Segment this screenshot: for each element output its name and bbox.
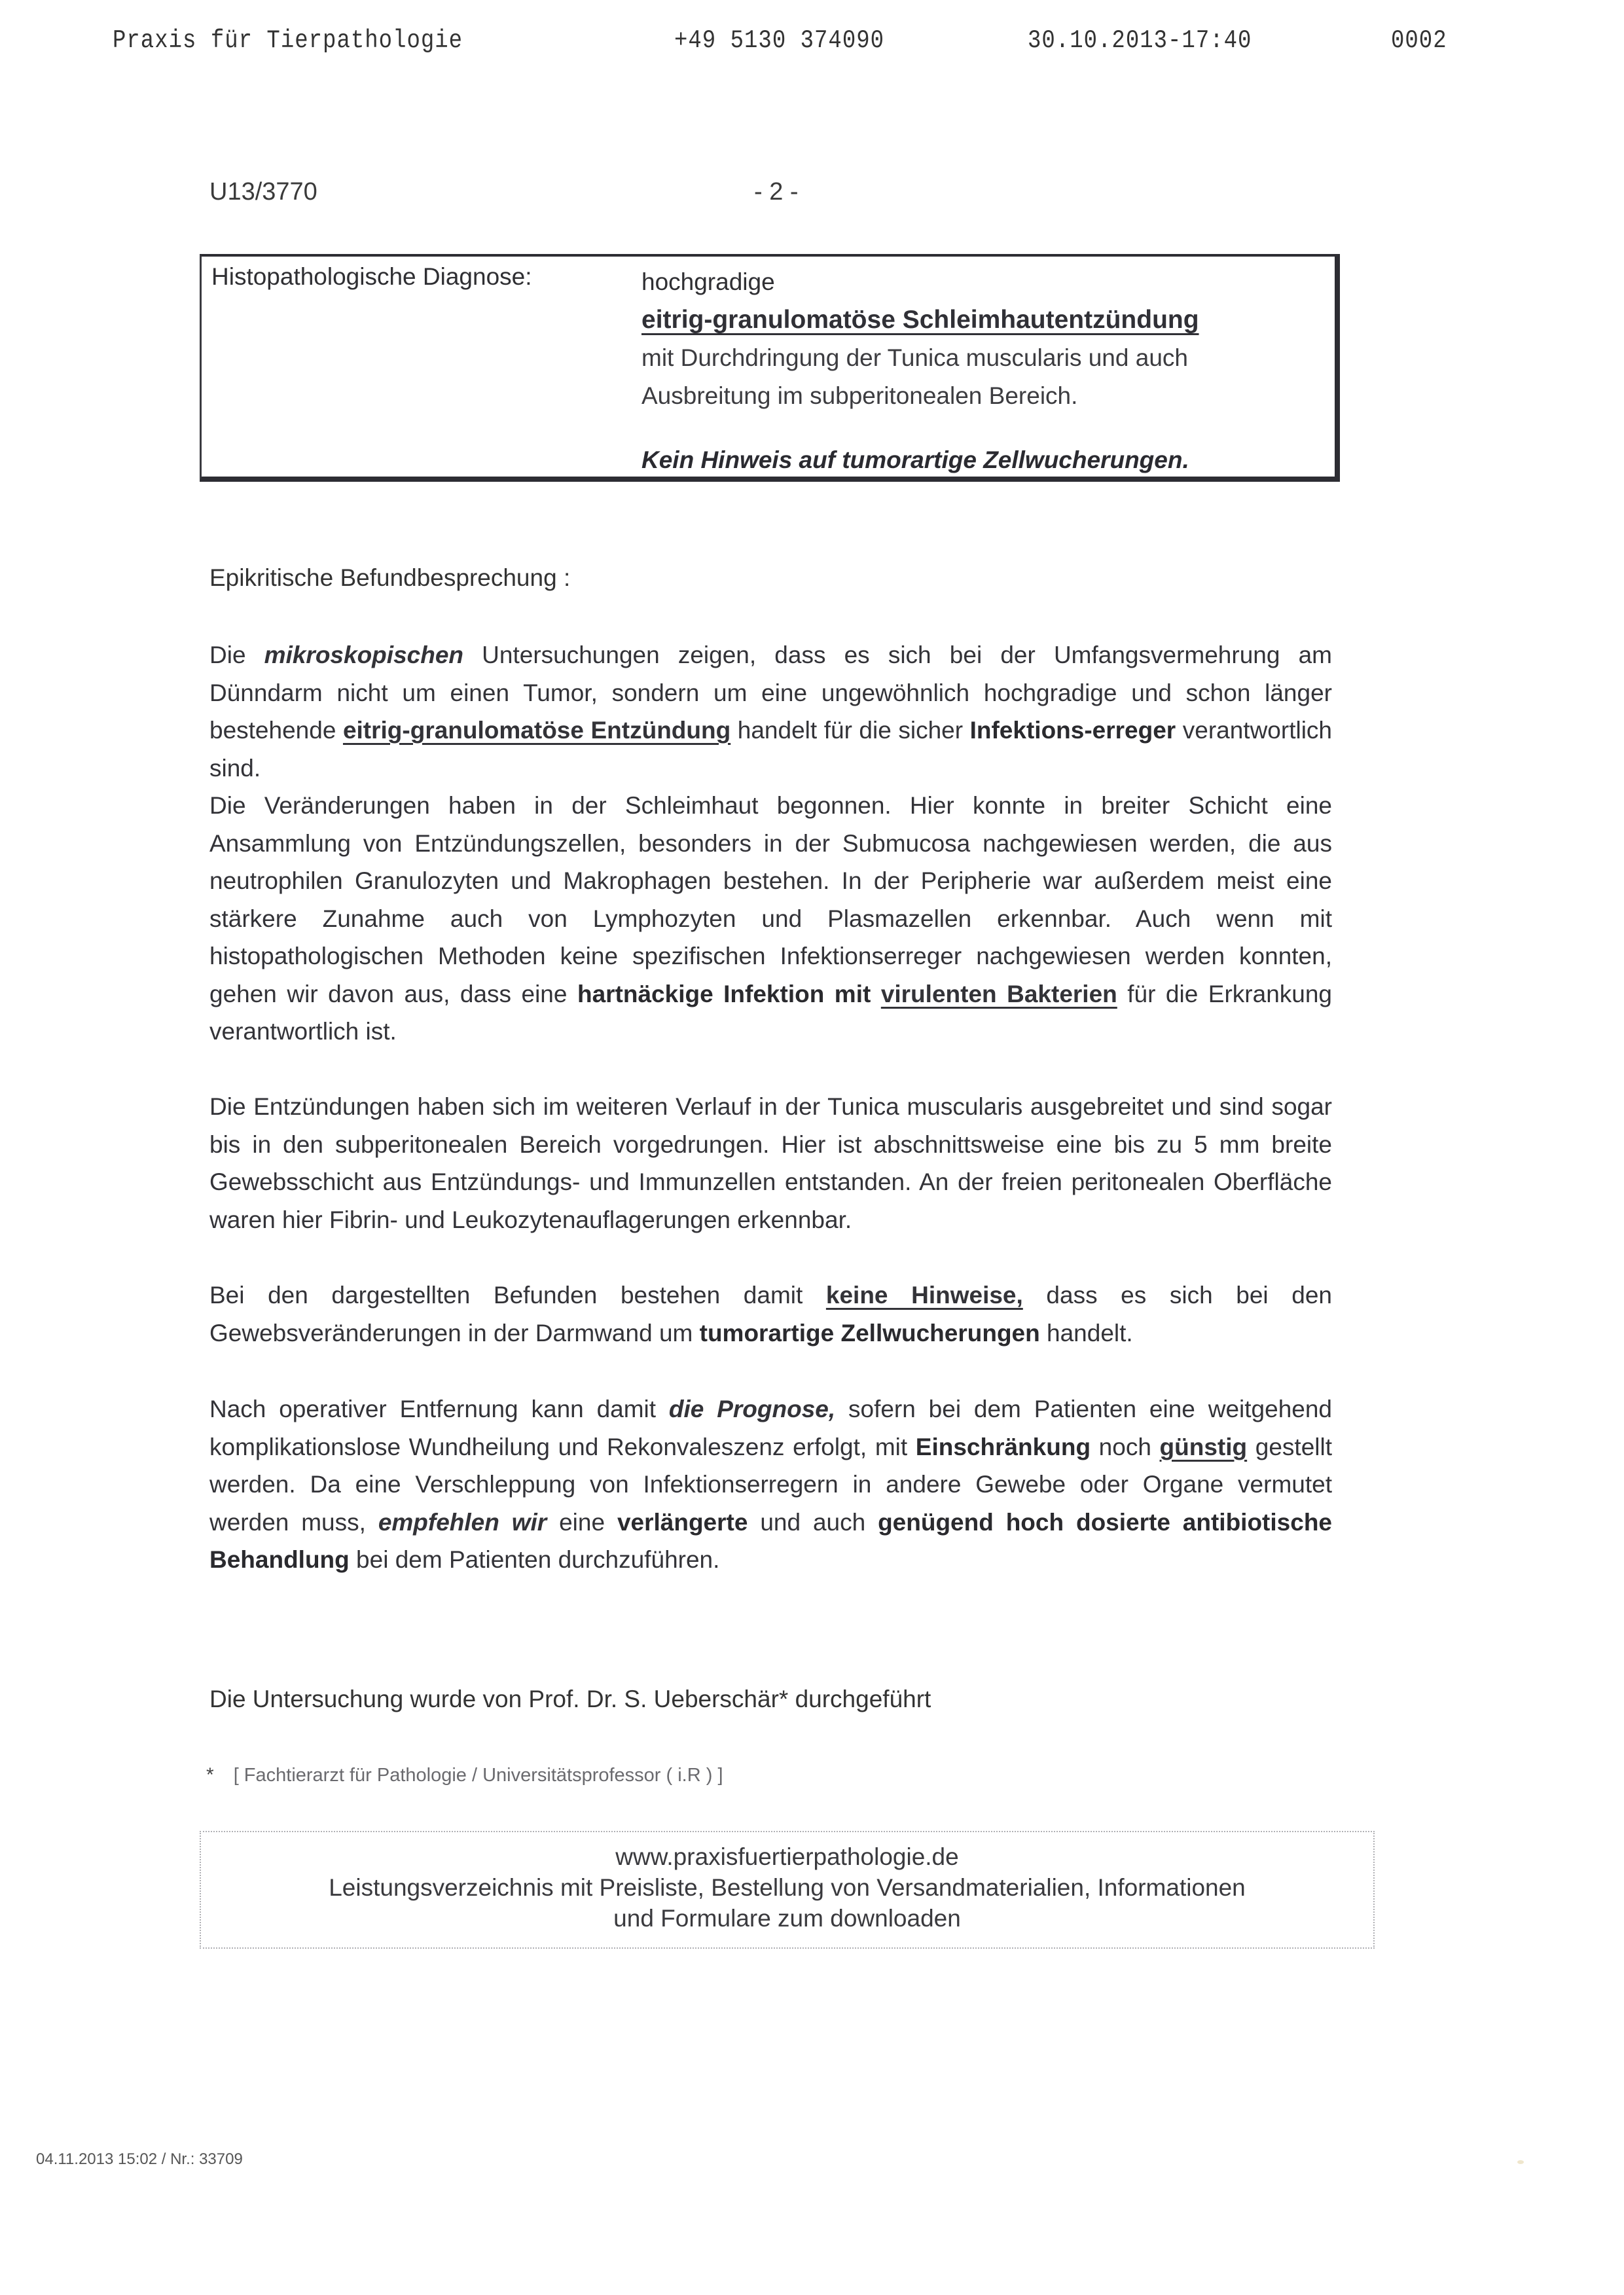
emphasis-prognose: die Prognose,: [668, 1396, 836, 1422]
reference-number: U13/3770: [209, 178, 317, 206]
epicrisis-paragraph-4: [209, 1276, 1332, 1352]
text-run: Untersuchungen zeigen, dass es sich bei der Umfangsvermehrung am Dünndarm nicht um einen Tumor, sondern um eine ungewöhnlich hochgradige und schon länger bestehende: [209, 642, 1332, 744]
epicrisis-heading: Epikritische Befundbesprechung :: [209, 564, 571, 591]
emphasis-tumorartige-zellwucherungen: tumorartige Zellwucherungen: [699, 1319, 1040, 1346]
text-run: handelt.: [1039, 1319, 1133, 1346]
diagnosis-line-3: mit Durchdringung der Tunica muscularis und auch: [641, 344, 1188, 371]
text-run: Nach operativer Entfernung kann damit: [209, 1396, 669, 1422]
text-run: [871, 981, 881, 1007]
website-link[interactable]: www.praxisfuertierpathologie.de: [615, 1843, 959, 1870]
emphasis-eitrig-granulomatoese-entzuendung: eitrig-granulomatöse Entzündung: [342, 717, 731, 744]
text-run: bei dem Patienten durchzuführen.: [349, 1546, 720, 1573]
footnote-text: [ Fachtierarzt für Pathologie / Universitätsprofessor ( i.R ) ]: [233, 1765, 723, 1786]
epicrisis-paragraph-3: Die Entzündungen haben sich im weiteren Verlauf in der Tunica muscularis ausgebreitet und sind sogar bis in den subperitonealen Bereich vorgedrungen. Hier ist abschnittsweise eine bis zu 5 mm breite Gewebsschicht aus Entzündungs- und Immunzellen entstanden. An der freien peritonealen Oberfläche waren hier Fibrin- und Leukozytenauflagerungen erkennbar.: [209, 1093, 1332, 1233]
emphasis-keine-hinweise: keine Hinweise,: [825, 1282, 1023, 1309]
footer-line-3: und Formulare zum downloaden: [613, 1905, 961, 1932]
emphasis-verlaengerte: verlängerte: [617, 1508, 748, 1536]
text-run: noch: [1091, 1433, 1160, 1460]
epicrisis-paragraph-5: [209, 1390, 1332, 1579]
page-marker: - 2 -: [754, 178, 799, 206]
emphasis-hartnaeckige-infektion: hartnäckige Infektion mit: [577, 980, 871, 1007]
diagnosis-text: [641, 263, 1199, 479]
emphasis-guenstig: günstig: [1159, 1433, 1248, 1460]
diagnosis-conclusion: Kein Hinweis auf tumorartige Zellwucherungen.: [641, 446, 1189, 473]
text-run: handelt für die sicher: [731, 717, 970, 744]
diagnosis-line-4: Ausbreitung im subperitonealen Bereich.: [641, 382, 1078, 409]
footer-line-2: Leistungsverzeichnis mit Preisliste, Bestellung von Versandmaterialien, Informationen: [329, 1874, 1246, 1901]
text-run: verantwortlich sind.: [209, 717, 1333, 782]
diagnosis-main-finding: eitrig-granulomatöse Schleimhautentzündung: [641, 306, 1199, 334]
emphasis-einschraenkung: Einschränkung: [915, 1433, 1091, 1460]
fax-page-number: 0002: [1391, 27, 1447, 56]
footnote-marker: *: [206, 1764, 214, 1786]
diagnosis-line-1: hochgradige: [641, 268, 775, 295]
emphasis-virulente-bakterien: virulenten Bakterien: [880, 980, 1117, 1007]
text-run: für die Erkrankung verantwortlich ist.: [209, 980, 1333, 1045]
emphasis-infektionserreger: Infektions-erreger: [969, 717, 1176, 744]
scan-speck: [1517, 2160, 1524, 2164]
text-run: Die Veränderungen haben in der Schleimhaut begonnen. Hier konnte in breiter Schicht eine Ansammlung von Entzündungszellen, besonders in der Submucosa nachgewiesen werden, die aus neutrophilen Granulozyten und Makrophagen bestehen. In der Peripherie war außerdem meist eine stärkere Zunahme auch von Lymphozyten und Plasmazellen erkennbar. Auch wenn mit histopathologischen Methoden keine spezifischen Infektionserreger nachgewiesen werden konnten, gehen wir davon aus, dass eine: [209, 792, 1332, 1007]
diagnosis-label: Histopathologische Diagnose:: [211, 263, 532, 290]
diagnosis-box: [200, 254, 1340, 482]
examiner-statement: Die Untersuchung wurde von Prof. Dr. S. Ueberschär* durchgeführt: [209, 1686, 931, 1712]
text-run: Bei den dargestellten Befunden bestehen damit: [209, 1282, 826, 1309]
epicrisis-paragraph-1: [209, 636, 1332, 787]
text-run: Die: [209, 642, 264, 668]
emphasis-mikroskopischen: mikroskopischen: [264, 642, 464, 668]
text-run: eine: [547, 1508, 617, 1536]
text-run: dass es sich bei den Gewebsveränderungen in der Darmwand um: [209, 1282, 1332, 1346]
footnote: [206, 1764, 723, 1786]
text-run: gestellt werden. Da eine Verschleppung von Infektionserregern in andere Gewebe oder Organe vermutet werden muss,: [209, 1433, 1333, 1536]
text-run: sofern bei dem Patienten eine weitgehend komplikationslose Wundheilung und Rekonvaleszenz erfolgt, mit: [209, 1396, 1332, 1460]
epicrisis-paragraph-2: [209, 787, 1332, 1051]
footer-info-box: [200, 1831, 1375, 1949]
emphasis-antibiotische-behandlung: genügend hoch dosierte antibiotische Behandlung: [209, 1508, 1332, 1573]
fax-sender: Praxis für Tierpathologie: [113, 27, 463, 56]
text-run: und auch: [748, 1508, 878, 1536]
fax-datetime: 30.10.2013-17:40: [1028, 27, 1252, 56]
receipt-stamp: 04.11.2013 15:02 / Nr.: 33709: [36, 2150, 243, 2168]
fax-phone: +49 5130 374090: [674, 27, 885, 56]
emphasis-empfehlen-wir: empfehlen wir: [378, 1508, 547, 1536]
